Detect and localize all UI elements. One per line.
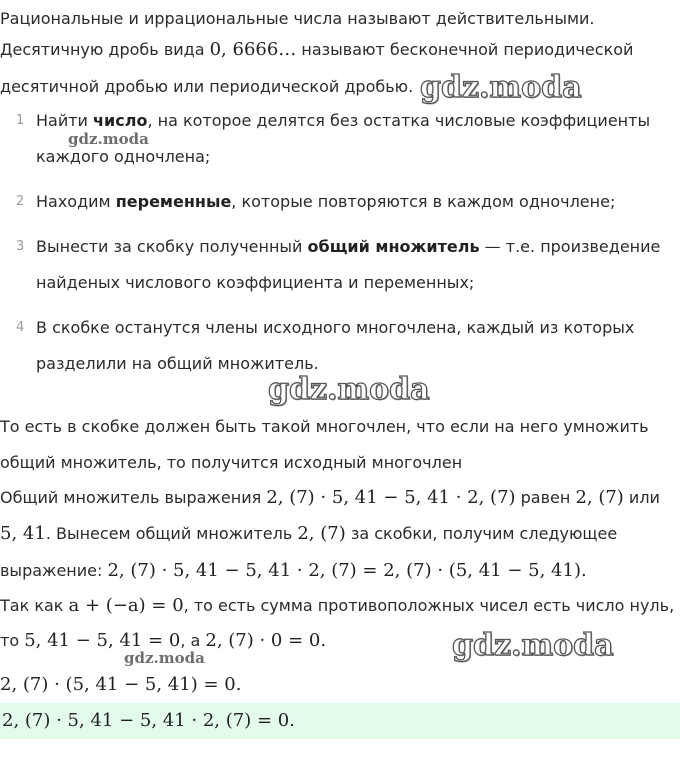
list-item [36,236,660,258]
body-text: , то есть сумма противоположных чисел есть число нуль, [183,596,675,615]
watermark-logo: gdz.moda [420,70,582,105]
list-item: В скобке останутся члены исходного многочлена, каждый из которых [36,318,635,337]
body-line [0,560,587,582]
body-text: . Вынесем общий множитель [45,524,298,543]
body-text: равен [515,488,576,507]
math-expression: 2, (7) · 5, 41 − 5, 41 · 2, (7) [266,487,516,508]
list-bold: число [93,111,148,130]
body-text: за скобки, получим следующее [345,524,618,543]
list-text: , которые повторяются в каждом одночлене; [231,192,616,211]
list-number: 4 [16,320,25,335]
watermark-logo: gdz.moda [124,649,205,667]
body-line [0,487,660,509]
intro-line-2 [0,39,633,61]
list-item [36,191,615,213]
intro-line-3: десятичной дробью или периодической дробью. [0,77,414,96]
body-line: То есть в скобке должен быть такой многочлен, что если на него умножить [0,417,649,436]
body-text: или [623,488,660,507]
list-number: 2 [16,194,25,209]
math-expression: 2, (7) · 0 = 0. [205,630,327,651]
intro-text: Десятичную дробь вида [0,40,210,59]
list-text: , на которое делятся без остатка числовые коэффициенты [147,111,651,130]
answer-expression: 2, (7) · 5, 41 − 5, 41 · 2, (7) = 0. [2,710,295,731]
intro-line-1: Рациональные и иррациональные числа называют действительными. [0,9,595,28]
list-item-cont: найденых числового коэффициента и переменных; [36,273,475,292]
list-text: Найти [36,111,94,130]
list-bold: общий множитель [307,237,480,256]
math-expression: 2, (7) [575,487,624,508]
watermark-logo: gdz.moda [452,628,614,663]
watermark-logo: gdz.moda [68,130,149,148]
watermark-logo: gdz.moda [268,372,430,407]
list-text: Вынести за скобку полученный [36,237,308,256]
body-line [0,674,241,696]
list-item-cont: разделили на общий множитель. [36,354,319,373]
list-item [36,110,650,132]
math-expression: a + (−a) = 0 [68,595,184,616]
math-periodic-fraction: 0, 6666… [209,39,297,60]
list-text: — т.е. произведение [479,237,661,256]
body-line [0,595,674,617]
math-expression: 5, 41 − 5, 41 = 0 [24,630,181,651]
list-bold: переменные [115,192,232,211]
body-text: Так как [0,596,69,615]
math-expression: 2, (7) · (5, 41 − 5, 41) = 0. [0,674,242,695]
list-number: 1 [16,113,25,128]
list-number: 3 [16,239,25,254]
body-text: выражение: [0,561,108,580]
intro-text: называют бесконечной периодической [296,40,634,59]
list-text: Находим [36,192,116,211]
list-item-cont: каждого одночлена; [36,147,211,166]
body-line [0,523,617,545]
math-expression: 5, 41 [0,523,46,544]
body-text: Общий множитель выражения [0,488,267,507]
body-text: то [0,631,25,650]
body-text: , а [180,631,206,650]
math-expression: 2, (7) [297,523,346,544]
body-line: общий множитель, то получится исходный многочлен [0,453,463,472]
math-expression: 2, (7) · 5, 41 − 5, 41 · 2, (7) = 2, (7) · (5, 41 − 5, 41). [107,560,587,581]
answer-box [0,703,680,739]
